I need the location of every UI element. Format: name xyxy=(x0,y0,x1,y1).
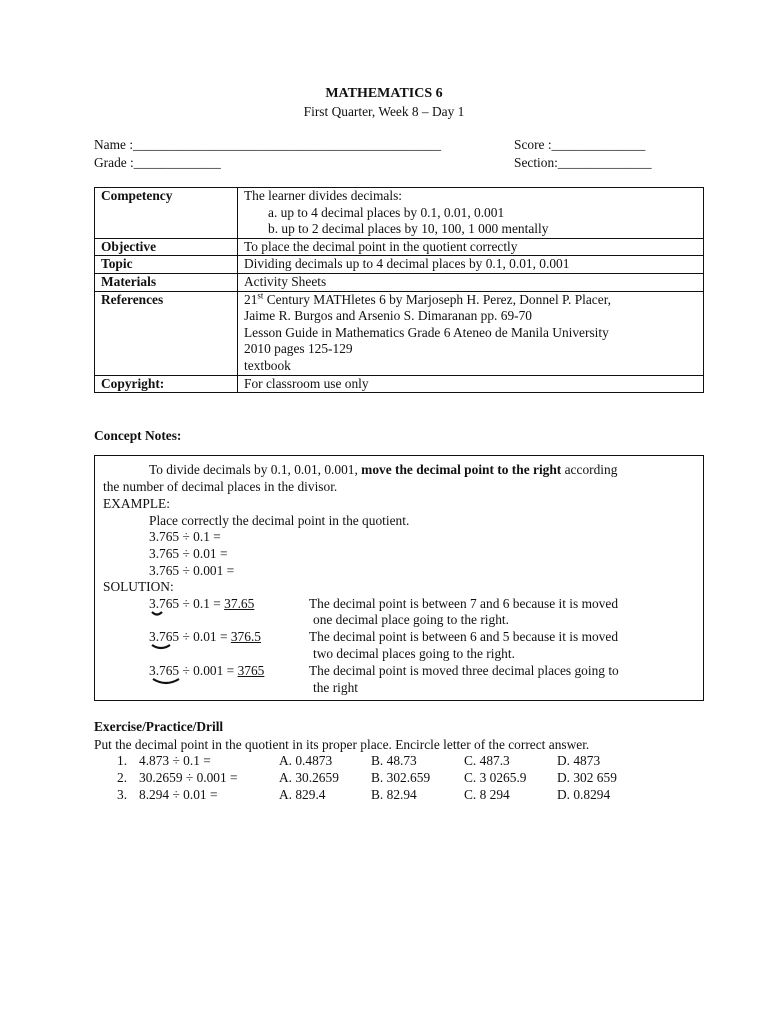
score-field: Score :______________ xyxy=(514,137,646,152)
competency-label: Competency xyxy=(95,188,238,239)
objective-value: To place the decimal point in the quotient correctly xyxy=(238,238,704,256)
solution-1-note-line2: one decimal place going to the right. xyxy=(313,612,509,627)
materials-row xyxy=(95,273,704,291)
solution-3-note-line2: the right xyxy=(313,680,358,695)
topic-value: Dividing decimals up to 4 decimal places by 0.1, 0.01, 0.001 xyxy=(238,256,704,274)
page-title: MATHEMATICS 6 xyxy=(325,86,443,101)
solution-2-note-line2: two decimal places going to the right. xyxy=(313,646,515,661)
materials-label: Materials xyxy=(95,273,238,291)
objective-row xyxy=(95,238,704,256)
exercise-heading: Exercise/Practice/Drill xyxy=(94,719,224,734)
item-number: 1. xyxy=(117,753,128,768)
materials-value: Activity Sheets xyxy=(238,273,704,291)
page-subtitle: First Quarter, Week 8 – Day 1 xyxy=(303,104,465,119)
choice-a[interactable]: A. 0.4873 xyxy=(279,753,333,768)
choice-b[interactable]: B. 302.659 xyxy=(371,770,431,785)
choice-c[interactable]: C. 487.3 xyxy=(464,753,510,768)
example-item-2: 3.765 ÷ 0.01 = xyxy=(149,546,228,561)
topic-row xyxy=(95,256,704,274)
reference-line-3: Lesson Guide in Mathematics Grade 6 Ateneo de Manila University xyxy=(244,324,609,340)
references-cell xyxy=(238,291,704,375)
section-field: Section:______________ xyxy=(514,155,652,170)
decimal-shift-arc-2 xyxy=(150,643,172,652)
item-number: 3. xyxy=(117,787,128,802)
objective-label: Objective xyxy=(95,238,238,256)
choice-b[interactable]: B. 82.94 xyxy=(371,787,417,802)
example-instruction: Place correctly the decimal point in the quotient. xyxy=(149,513,410,528)
item-question: 30.2659 ÷ 0.001 = xyxy=(139,770,238,785)
competency-row xyxy=(95,188,704,239)
example-label: EXAMPLE: xyxy=(103,496,170,511)
references-row xyxy=(95,291,704,375)
choice-d[interactable]: D. 302 659 xyxy=(557,770,617,785)
item-question: 4.873 ÷ 0.1 = xyxy=(139,753,211,768)
exercise-instruction: Put the decimal point in the quotient in its proper place. Encircle letter of the correct answer. xyxy=(94,737,590,752)
copyright-value: For classroom use only xyxy=(238,375,704,393)
concept-intro-line2: the number of decimal places in the divisor. xyxy=(103,479,338,494)
reference-line-5: textbook xyxy=(244,357,291,373)
choice-d[interactable]: D. 0.8294 xyxy=(557,787,611,802)
reference-line-2: Jaime R. Burgos and Arsenio S. Dimaranan pp. 69-70 xyxy=(244,308,532,324)
solution-3-note: The decimal point is moved three decimal places going to xyxy=(309,663,619,678)
competency-intro: The learner divides decimals: xyxy=(244,188,403,203)
concept-notes-box xyxy=(94,455,704,701)
example-item-3: 3.765 ÷ 0.001 = xyxy=(149,563,235,578)
competency-item-b: b. up to 2 decimal places by 10, 100, 1 000 mentally xyxy=(268,221,549,237)
solution-1-note: The decimal point is between 7 and 6 because it is moved xyxy=(309,596,619,611)
solution-2-note: The decimal point is between 6 and 5 because it is moved xyxy=(309,629,619,644)
choice-a[interactable]: A. 829.4 xyxy=(279,787,326,802)
decimal-shift-arc-3 xyxy=(151,677,181,687)
reference-line-4: 2010 pages 125-129 xyxy=(244,341,353,357)
decimal-shift-arc-1 xyxy=(150,610,164,618)
grade-field: Grade :_____________ xyxy=(94,155,221,170)
choice-c[interactable]: C. 3 0265.9 xyxy=(464,770,527,785)
copyright-row xyxy=(95,375,704,393)
item-number: 2. xyxy=(117,770,128,785)
choice-c[interactable]: C. 8 294 xyxy=(464,787,510,802)
example-item-1: 3.765 ÷ 0.1 = xyxy=(149,529,221,544)
item-question: 8.294 ÷ 0.01 = xyxy=(139,787,218,802)
references-label: References xyxy=(95,291,238,375)
reference-line-1: 21st Century MATHletes 6 by Marjoseph H. Perez, Donnel P. Placer, xyxy=(244,290,611,307)
choice-d[interactable]: D. 4873 xyxy=(557,753,601,768)
copyright-label: Copyright: xyxy=(95,375,238,393)
concept-notes-heading: Concept Notes: xyxy=(94,428,182,443)
choice-a[interactable]: A. 30.2659 xyxy=(279,770,339,785)
competency-cell xyxy=(238,188,704,239)
topic-label: Topic xyxy=(95,256,238,274)
solution-2-expression: 3.765 ÷ 0.01 = 376.5 xyxy=(149,629,261,644)
choice-b[interactable]: B. 48.73 xyxy=(371,753,417,768)
solution-label: SOLUTION: xyxy=(103,579,174,594)
solution-1-expression: 3.765 ÷ 0.1 = 37.65 xyxy=(149,596,255,611)
competency-item-a: a. up to 4 decimal places by 0.1, 0.01, 0.001 xyxy=(268,204,505,220)
solution-3-expression: 3.765 ÷ 0.001 = 3765 xyxy=(149,663,265,678)
name-field: Name :______________________________________________ xyxy=(94,137,442,152)
lesson-info-table xyxy=(94,187,704,393)
concept-intro: To divide decimals by 0.1, 0.01, 0.001, move the decimal point to the right according xyxy=(149,462,618,477)
